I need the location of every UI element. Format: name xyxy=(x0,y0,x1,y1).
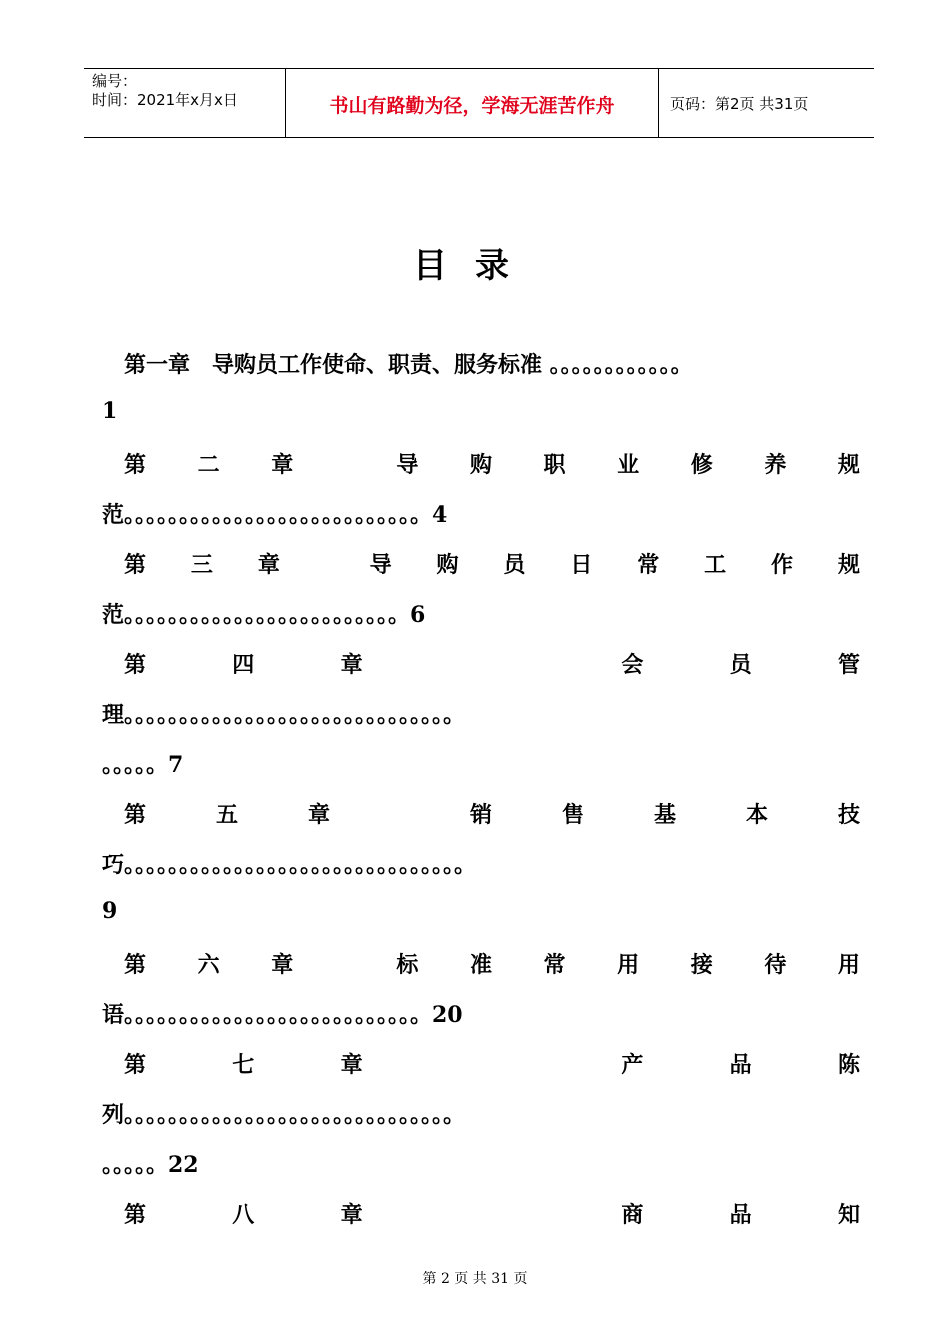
toc-char: 职 xyxy=(543,452,566,478)
document-time-label: 时间：2021年x月x日 xyxy=(92,91,238,109)
header-motto: 书山有路勤为径，学海无涯苦作舟 xyxy=(329,95,615,117)
toc-char: 第 xyxy=(124,802,147,828)
toc-char: 待 xyxy=(764,952,787,978)
toc-char: 四 xyxy=(232,652,255,678)
toc-char: 导 xyxy=(396,452,419,478)
toc-char: 章 xyxy=(271,952,294,978)
toc-char: 二 xyxy=(197,452,220,478)
toc-char: 本 xyxy=(745,802,768,828)
toc-char: 基 xyxy=(653,802,676,828)
header-page-label: 页码：第2页 共31页 xyxy=(670,95,809,113)
toc-char: 用 xyxy=(837,952,860,978)
toc-char: 导 xyxy=(369,552,392,578)
toc-char: 品 xyxy=(729,1202,752,1228)
toc-char: 第 xyxy=(124,652,147,678)
toc-char: 第 xyxy=(124,1052,147,1078)
toc-line-2: 1 xyxy=(102,398,118,424)
toc-char: 修 xyxy=(690,452,713,478)
toc-line-1: 第一章 导购员工作使命、职责、服务标准 。。。。。。。。。。。。 xyxy=(124,352,693,378)
toc-char: 标 xyxy=(396,952,419,978)
toc-char: 七 xyxy=(232,1052,255,1078)
toc-line-15 xyxy=(124,1048,860,1078)
toc-char: 常 xyxy=(543,952,566,978)
toc-line-13 xyxy=(124,948,860,978)
page-footer: 第 2 页 共 31 页 xyxy=(422,1271,528,1287)
toc-char: 五 xyxy=(216,802,239,828)
toc-char: 用 xyxy=(617,952,640,978)
toc-line-6: 范。。。。。。。。。。。。。。。。。。。。。。。。。6 xyxy=(102,602,426,628)
toc-line-9: 。。。。。7 xyxy=(102,752,184,778)
toc-char: 售 xyxy=(561,802,584,828)
toc-char: 业 xyxy=(617,452,640,478)
toc-char: 陈 xyxy=(837,1052,860,1078)
toc-char: 规 xyxy=(837,452,860,478)
toc-line-7 xyxy=(124,648,860,678)
toc-char: 养 xyxy=(764,452,787,478)
toc-char: 章 xyxy=(340,652,363,678)
toc-char: 购 xyxy=(469,452,492,478)
toc-char: 章 xyxy=(271,452,294,478)
toc-char: 会 xyxy=(621,652,644,678)
toc-line-4: 范。。。。。。。。。。。。。。。。。。。。。。。。。。。4 xyxy=(102,502,448,528)
toc-char: 规 xyxy=(837,552,860,578)
toc-char: 章 xyxy=(340,1052,363,1078)
toc-char: 第 xyxy=(124,1202,147,1228)
toc-char: 员 xyxy=(503,552,526,578)
toc-line-16: 列。。。。。。。。。。。。。。。。。。。。。。。。。。。。。。 xyxy=(102,1102,466,1128)
document-number-label: 编号： xyxy=(92,72,138,90)
header-motto-cell xyxy=(286,69,659,137)
toc-char: 六 xyxy=(197,952,220,978)
toc-line-14: 语。。。。。。。。。。。。。。。。。。。。。。。。。。。20 xyxy=(102,1002,463,1028)
toc-line-8: 理。。。。。。。。。。。。。。。。。。。。。。。。。。。。。。 xyxy=(102,702,466,728)
page-title: 目录 xyxy=(413,246,537,286)
toc-line-12: 9 xyxy=(102,898,118,924)
toc-char: 产 xyxy=(621,1052,644,1078)
toc-char: 员 xyxy=(729,652,752,678)
toc-char: 第 xyxy=(124,552,147,578)
toc-char: 章 xyxy=(340,1202,363,1228)
toc-char: 三 xyxy=(190,552,213,578)
toc-char: 购 xyxy=(436,552,459,578)
toc-char: 作 xyxy=(771,552,794,578)
page-header xyxy=(84,68,874,138)
toc-char: 管 xyxy=(837,652,860,678)
toc-char: 商 xyxy=(621,1202,644,1228)
toc-line-18 xyxy=(124,1198,860,1228)
toc-char: 知 xyxy=(837,1202,860,1228)
toc-char: 品 xyxy=(729,1052,752,1078)
toc-line-10 xyxy=(124,798,860,828)
toc-char: 八 xyxy=(232,1202,255,1228)
toc-line-11: 巧。。。。。。。。。。。。。。。。。。。。。。。。。。。。。。。 xyxy=(102,852,477,878)
toc-line-17: 。。。。。22 xyxy=(102,1152,199,1178)
toc-char: 工 xyxy=(704,552,727,578)
toc-char: 日 xyxy=(570,552,593,578)
toc-char: 接 xyxy=(690,952,713,978)
toc-char: 章 xyxy=(308,802,331,828)
header-page-cell xyxy=(660,69,874,137)
toc-char: 准 xyxy=(469,952,492,978)
toc-char: 技 xyxy=(837,802,860,828)
toc-line-3 xyxy=(124,448,860,478)
toc-char: 第 xyxy=(124,452,147,478)
toc-char: 销 xyxy=(469,802,492,828)
toc-char: 第 xyxy=(124,952,147,978)
toc-char: 常 xyxy=(637,552,660,578)
toc-line-5 xyxy=(124,548,860,578)
header-meta-cell xyxy=(84,69,286,137)
toc-char: 章 xyxy=(257,552,280,578)
